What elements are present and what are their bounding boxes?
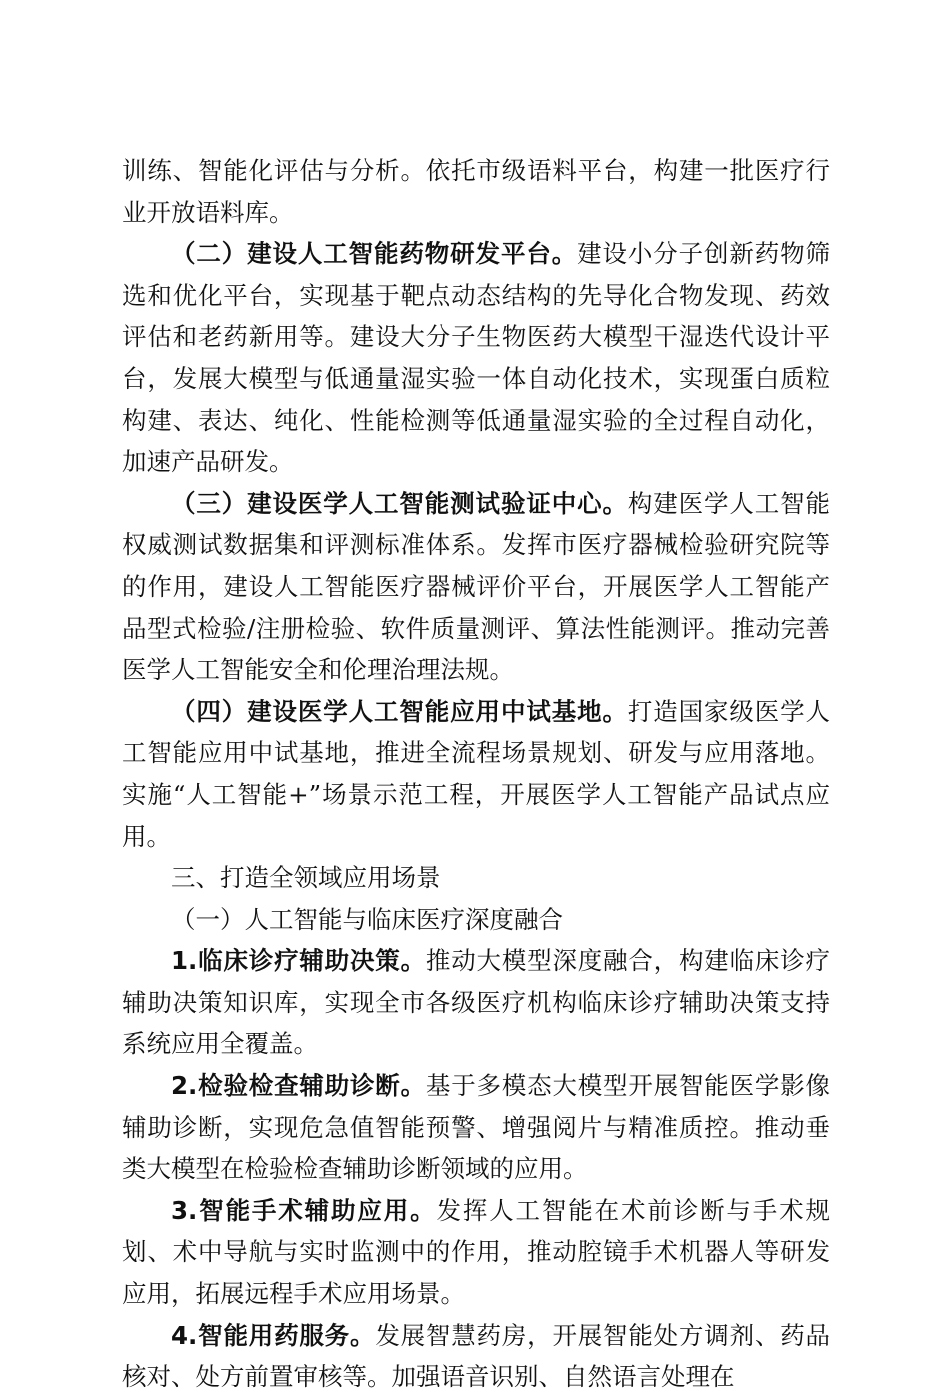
paragraph-text: 建设小分子创新药物筛选和优化平台，实现基于靶点动态结构的先导化合物发现、药效评估和老药新用等。建设大分子生物医药大模型干湿迭代设计平台，发展大模型与低通量湿实验一体自动化技术，实现蛋白质粒构建、表达、纯化、性能检测等低通量湿实验的全过程自动化，加速产品研发。 — [122, 239, 830, 477]
subsection-heading — [122, 899, 830, 941]
item-lead: 3.智能手术辅助应用。 — [171, 1195, 437, 1225]
item-text: 发展智慧药房，开展智能处方调剂、药品核对、处方前置审核等。加强语音识别、自然语言处理在 — [122, 1320, 831, 1392]
section-heading — [122, 857, 830, 899]
paragraph-testing-center — [122, 483, 830, 691]
item-lead: 2.检验检查辅助诊断。 — [171, 1071, 426, 1101]
item-text: 发挥人工智能在术前诊断与手术规划、术中导航与实时监测中的作用，推动腔镜手术机器人等研发应用，拓展远程手术应用场景。 — [122, 1195, 831, 1309]
document-page — [122, 150, 830, 1398]
paragraph-text: 打造国家级医学人工智能应用中试基地，推进全流程场景规划、研发与应用落地。实施“人工智能+”场景示范工程，开展医学人工智能产品试点应用。 — [122, 696, 831, 851]
subsection-heading-text: （一）人工智能与临床医疗深度融合 — [171, 904, 563, 934]
item-medication-service — [122, 1315, 830, 1398]
item-lead: 4.智能用药服务。 — [171, 1320, 376, 1350]
paragraph-lead: （二）建设人工智能药物研发平台。 — [171, 239, 578, 269]
paragraph-lead: （三）建设医学人工智能测试验证中心。 — [171, 488, 628, 518]
item-surgery-assist — [122, 1190, 830, 1315]
paragraph-pilot-base — [122, 691, 830, 857]
paragraph-text: 构建医学人工智能权威测试数据集和评测标准体系。发挥市医疗器械检验研究院等的作用，建设人工智能医疗器械评价平台，开展医学人工智能产品型式检验/注册检验、软件质量测评、算法性能测评。推动完善医学人工智能安全和伦理治理法规。 — [122, 488, 831, 685]
section-heading-text: 三、打造全领域应用场景 — [171, 863, 441, 893]
paragraph-lead: （四）建设医学人工智能应用中试基地。 — [171, 696, 628, 726]
paragraph-corpus-continuation — [122, 150, 830, 233]
item-clinical-decision — [122, 940, 830, 1065]
item-text: 推动大模型深度融合，构建临床诊疗辅助决策知识库，实现全市各级医疗机构临床诊疗辅助决策支持系统应用全覆盖。 — [122, 946, 831, 1059]
item-diagnosis-assist — [122, 1065, 830, 1190]
item-text: 基于多模态大模型开展智能医学影像辅助诊断，实现危急值智能预警、增强阅片与精准质控。推动垂类大模型在检验检查辅助诊断领域的应用。 — [122, 1071, 831, 1184]
paragraph-drug-rd-platform — [122, 233, 830, 483]
paragraph-text: 训练、智能化评估与分析。依托市级语料平台，构建一批医疗行业开放语料库。 — [122, 156, 830, 227]
item-lead: 1.临床诊疗辅助决策。 — [171, 946, 426, 976]
